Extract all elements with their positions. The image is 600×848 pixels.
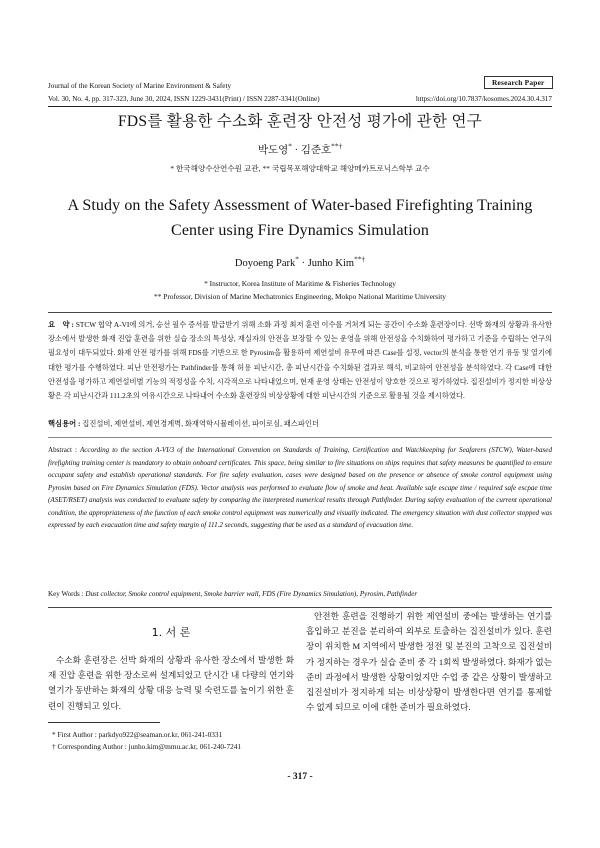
abstract-top-rule: [48, 312, 552, 313]
journal-name: Journal of the Korean Society of Marine Environment & Safety: [48, 82, 232, 90]
english-title-line1: A Study on the Safety Assessment of Water-based Firefighting Training: [67, 197, 533, 214]
footnote-first-mark: *: [52, 730, 56, 739]
korean-abstract-text: STCW 협약 A-VI에 의거, 승선 필수 증서를 발급받기 위해 소화 과정 최저 훈련 이수를 거쳐게 되는 공간이 수소화 훈련장이다. 선박 화재의 상황과 유사한 장소에서 발생한 화재 진압 훈련을 위한 실습 장소의 특성상, 재실자의 안전을 보장할 수 있는 운영을 위해 안전성을 수치화하여 평가하고 기준을 수립하는 연구의 필요성이 대두되었다. 화재 안전 평가를 위해 FDS를 기반으로 한 Pyrosim을 활용하여 제연설비 유무에 따른 Case를 설정, vector의 분석을 통한 연기 유동 및 열기에 대한 평가를 수행하였다. 피난 안전평가는 Pathfinder를 통해 허용 피난시간, 총 피난시간을 수치화된 결과로 해석, 비교하여 안전성을 분석하였다. 각 Case에 대한 안전성을 평가하고 제연설비별 기능의 적정성을 수치, 시각적으로 나타내었으며, 현재 운영 상태는 안전성이 양호한 것으로 평가하였다. 집진설비가 정지한 비상상황은 각 피난시간과 111.2초의 여유시간으로 나타내어 수소화 훈련장의 비상상황에 대한 피난시간의 기준으로 활용될 것을 제시하였다.: [48, 320, 552, 401]
korean-keywords-label: 핵심용어 :: [48, 419, 83, 428]
korean-keywords-text: 집진설비, 제연설비, 제연경계벽, 화재역학시뮬레이션, 파이로심, 패스파인더: [82, 419, 320, 428]
english-abstract: [48, 444, 552, 532]
author-separator-ko: ·: [291, 145, 301, 156]
author1-ko-mark: *: [288, 141, 292, 151]
body-top-rule: [48, 607, 552, 608]
english-title-line2: Center using Fire Dynamics Simulation: [171, 222, 429, 239]
english-abstract-label: Abstract :: [48, 446, 80, 454]
korean-affiliation: * 한국해양수산연수원 교관, ** 국립목포해양대학교 해양메카트로닉스학부 교수: [170, 164, 430, 173]
english-abstract-text: According to the section A-VI/3 of the International Convention on Standards of Training, Certification and Watchkeeping for Seafarers (STCW), Water-based firefighting training center is mandatory to obtain onboard certificates. This space, being similar to fire situations on ships requires that safety measures be quantified to ensure occupant safety and establish operational standards. For fire safety evaluation, cases were designed based on the presence or absence of smoke control equipment using Pyrosim based on Fire Dynamics Simulation (FDS). Vector analysis was performed to evaluate flow of smoke and heat. Available safe escape time / required safe escpae time (ASET/RSET) analysis was conducted to evaluate safety by comparing the interpreted numerical results through Pathfinder. During safety evaluation of the current operational condition, the appropriateness of the function of each smoke control equipment was numerically and visually indicated. The emergency situation with dust collector stopped was expressed by each evacuation time and safety margin of 111.2 seconds, suggesting that be used as a standard of evacuation time.: [48, 446, 552, 529]
korean-title: FDS를 활용한 수소화 훈련장 안전성 평가에 관한 연구: [117, 113, 483, 130]
author2-en: Junho Kim: [307, 258, 355, 269]
header-rule: [48, 106, 552, 107]
footnote-rule: [48, 722, 160, 723]
korean-keywords: [48, 417, 552, 431]
page-number: - 317 -: [287, 772, 313, 782]
intro-paragraph: 수소화 훈련장은 선박 화재의 상황과 유사한 장소에서 발생한 화재 진압 훈련을 위한 장소로써 설계되었고 단시간 내 다량의 연기와 열기가 동반하는 화재의 상황 대응 능력 및 숙련도를 높이기 위한 훈련이 진행되고 있다.: [48, 655, 294, 711]
footnote-first-text: First Author : parkdyo922@seaman.or.kr, 061-241-0331: [57, 730, 223, 739]
korean-authors: [0, 142, 600, 157]
english-keywords: [48, 588, 552, 601]
author2-ko: 김준호: [300, 145, 332, 156]
volume-line: Vol. 30, No. 4, pp. 317-323, June 30, 2024, ISSN 1229-3431(Print) / ISSN 2287-3341(Online): [48, 95, 320, 103]
korean-abstract: [48, 318, 552, 403]
english-authors: [0, 254, 600, 269]
english-keywords-label: Key Words :: [48, 590, 86, 598]
footnote-corresponding-author: [52, 741, 241, 753]
korean-abstract-label: 요 약 :: [48, 320, 76, 329]
english-keywords-text: Dust collector, Smoke control equipment, Smoke barrier wall, FDS (Fire Dynamics Simulation), Pyrosim, Pathfinder: [85, 590, 418, 598]
right-column-paragraph: 안전한 훈련을 진행하기 위한 제연설비 중에는 발생하는 연기를 흡입하고 분진을 분리하여 외부로 토출하는 집진설비가 있다. 훈련장이 위치한 M 지역에서 발생한 정전 및 분진의 고착으로 집진설비가 정지하는 경우가 실습 준비 중 각 1회씩 발생하였다. 화재가 없는 준비 과정에서 발생한 상황이었지만 수업 중 같은 상황이 발생하고 집진설비가 정지하게 되는 비상상황이 발생한다면 연기를 통제할 수 없게 되므로 이에 대한 준비가 필요하였다.: [306, 611, 552, 713]
doi-link[interactable]: https://doi.org/10.7837/kosomes.2024.30.4.317: [415, 95, 552, 103]
author1-ko: 박도영: [257, 145, 289, 156]
footnote-corr-mark: †: [52, 742, 56, 751]
english-affiliation-2: ** Professor, Division of Marine Mechatronics Engineering, Mokpo National Maritime University: [154, 292, 446, 301]
keywords-rule: [48, 437, 552, 438]
english-affiliation-1: * Instructor, Korea Institute of Maritime & Fisheries Technology: [204, 279, 396, 288]
author2-ko-mark: **†: [331, 141, 343, 151]
section-heading: 1. 서 론: [151, 626, 191, 639]
author1-en-mark: *: [295, 254, 299, 264]
research-paper-badge: Research Paper: [484, 76, 553, 89]
footnote-first-author: [52, 729, 241, 741]
author2-en-mark: **†: [354, 254, 366, 264]
footnotes: [52, 729, 241, 753]
author-separator-en: ·: [298, 258, 308, 269]
author1-en: Doyoeng Park: [234, 258, 296, 269]
footnote-corr-text: Corresponding Author : junho.kim@mmu.ac.kr, 061-240-7241: [57, 742, 242, 751]
